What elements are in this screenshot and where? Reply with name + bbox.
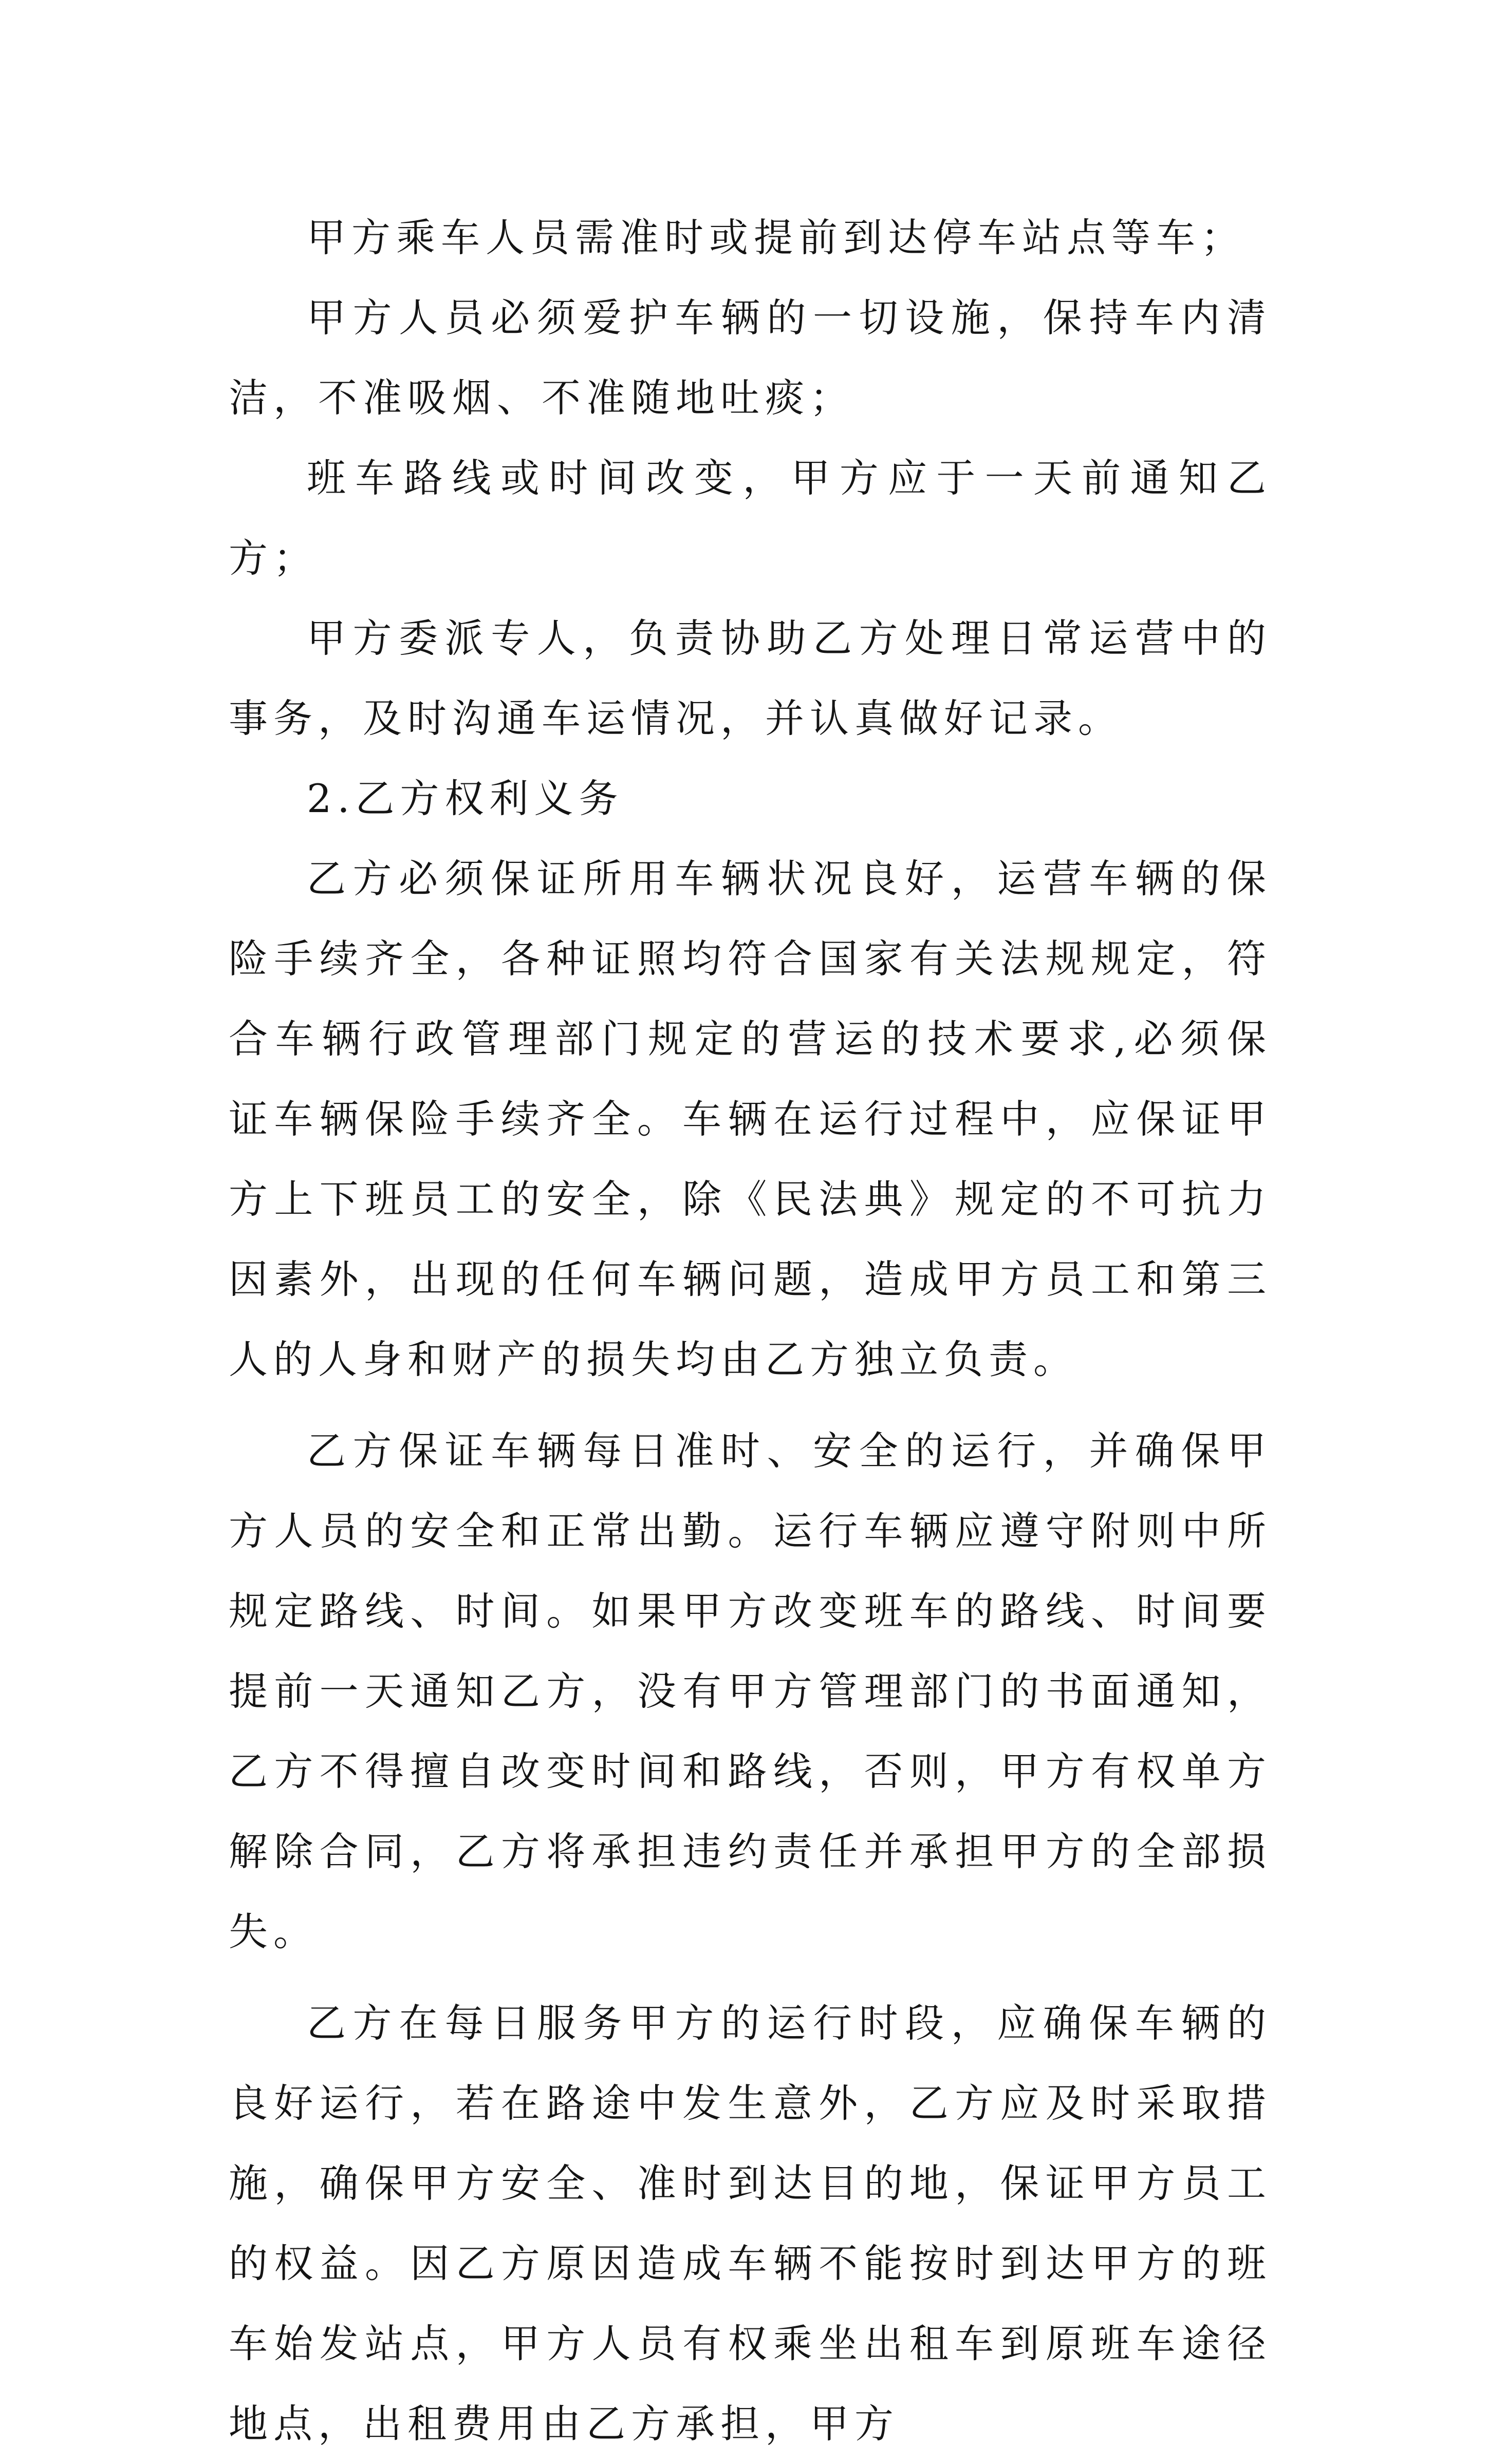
paragraph-punctual-operation: 乙方保证车辆每日准时、安全的运行，并确保甲方人员的安全和正常出勤。运行车辆应遵守附则中所规定路线、时间。如果甲方改变班车的路线、时间要提前一天通知乙方，没有甲方管理部门的书面通知，乙方不得擅自改变时间和路线，否则，甲方有权单方解除合同，乙方将承担违约责任并承担甲方的全部损失。 — [229, 1428, 1272, 1954]
paragraph-vehicle-condition: 乙方必须保证所用车辆状况良好，运营车辆的保险手续齐全，各种证照均符合国家有关法规规定，符合车辆行政管理部门规定的营运的技术要求,必须保证车辆保险手续齐全。车辆在运行过程中，应保证甲方上下班员工的安全，除《民法典》规定的不可抗力因素外，出现的任何车辆问题，造成甲方员工和第三人的人身和财产的损失均由乙方独立负责。 — [229, 856, 1272, 1382]
section-heading-party-b-rights: 2.乙方权利义务 — [307, 776, 624, 821]
paragraph-punctual-boarding: 甲方乘车人员需准时或提前到达停车站点等车； — [307, 215, 1246, 260]
paragraph-accident-handling: 乙方在每日服务甲方的运行时段，应确保车辆的良好运行，若在路途中发生意外，乙方应及时采取措施，确保甲方安全、准时到达目的地，保证甲方员工的权益。因乙方原因造成车辆不能按时到达甲方的班车始发站点，甲方人员有权乘坐出租车到原班车途径地点，出租费用由乙方承担，甲方 — [229, 2000, 1272, 2447]
paragraph-vehicle-care: 甲方人员必须爱护车辆的一切设施，保持车内清洁，不准吸烟、不准随地吐痰； — [229, 295, 1272, 421]
document-body — [229, 198, 1272, 2464]
paragraph-designated-contact: 甲方委派专人，负责协助乙方处理日常运营中的事务，及时沟通车运情况，并认真做好记录。 — [229, 615, 1272, 741]
paragraph-route-change-notice: 班车路线或时间改变，甲方应于一天前通知乙方； — [229, 455, 1272, 581]
